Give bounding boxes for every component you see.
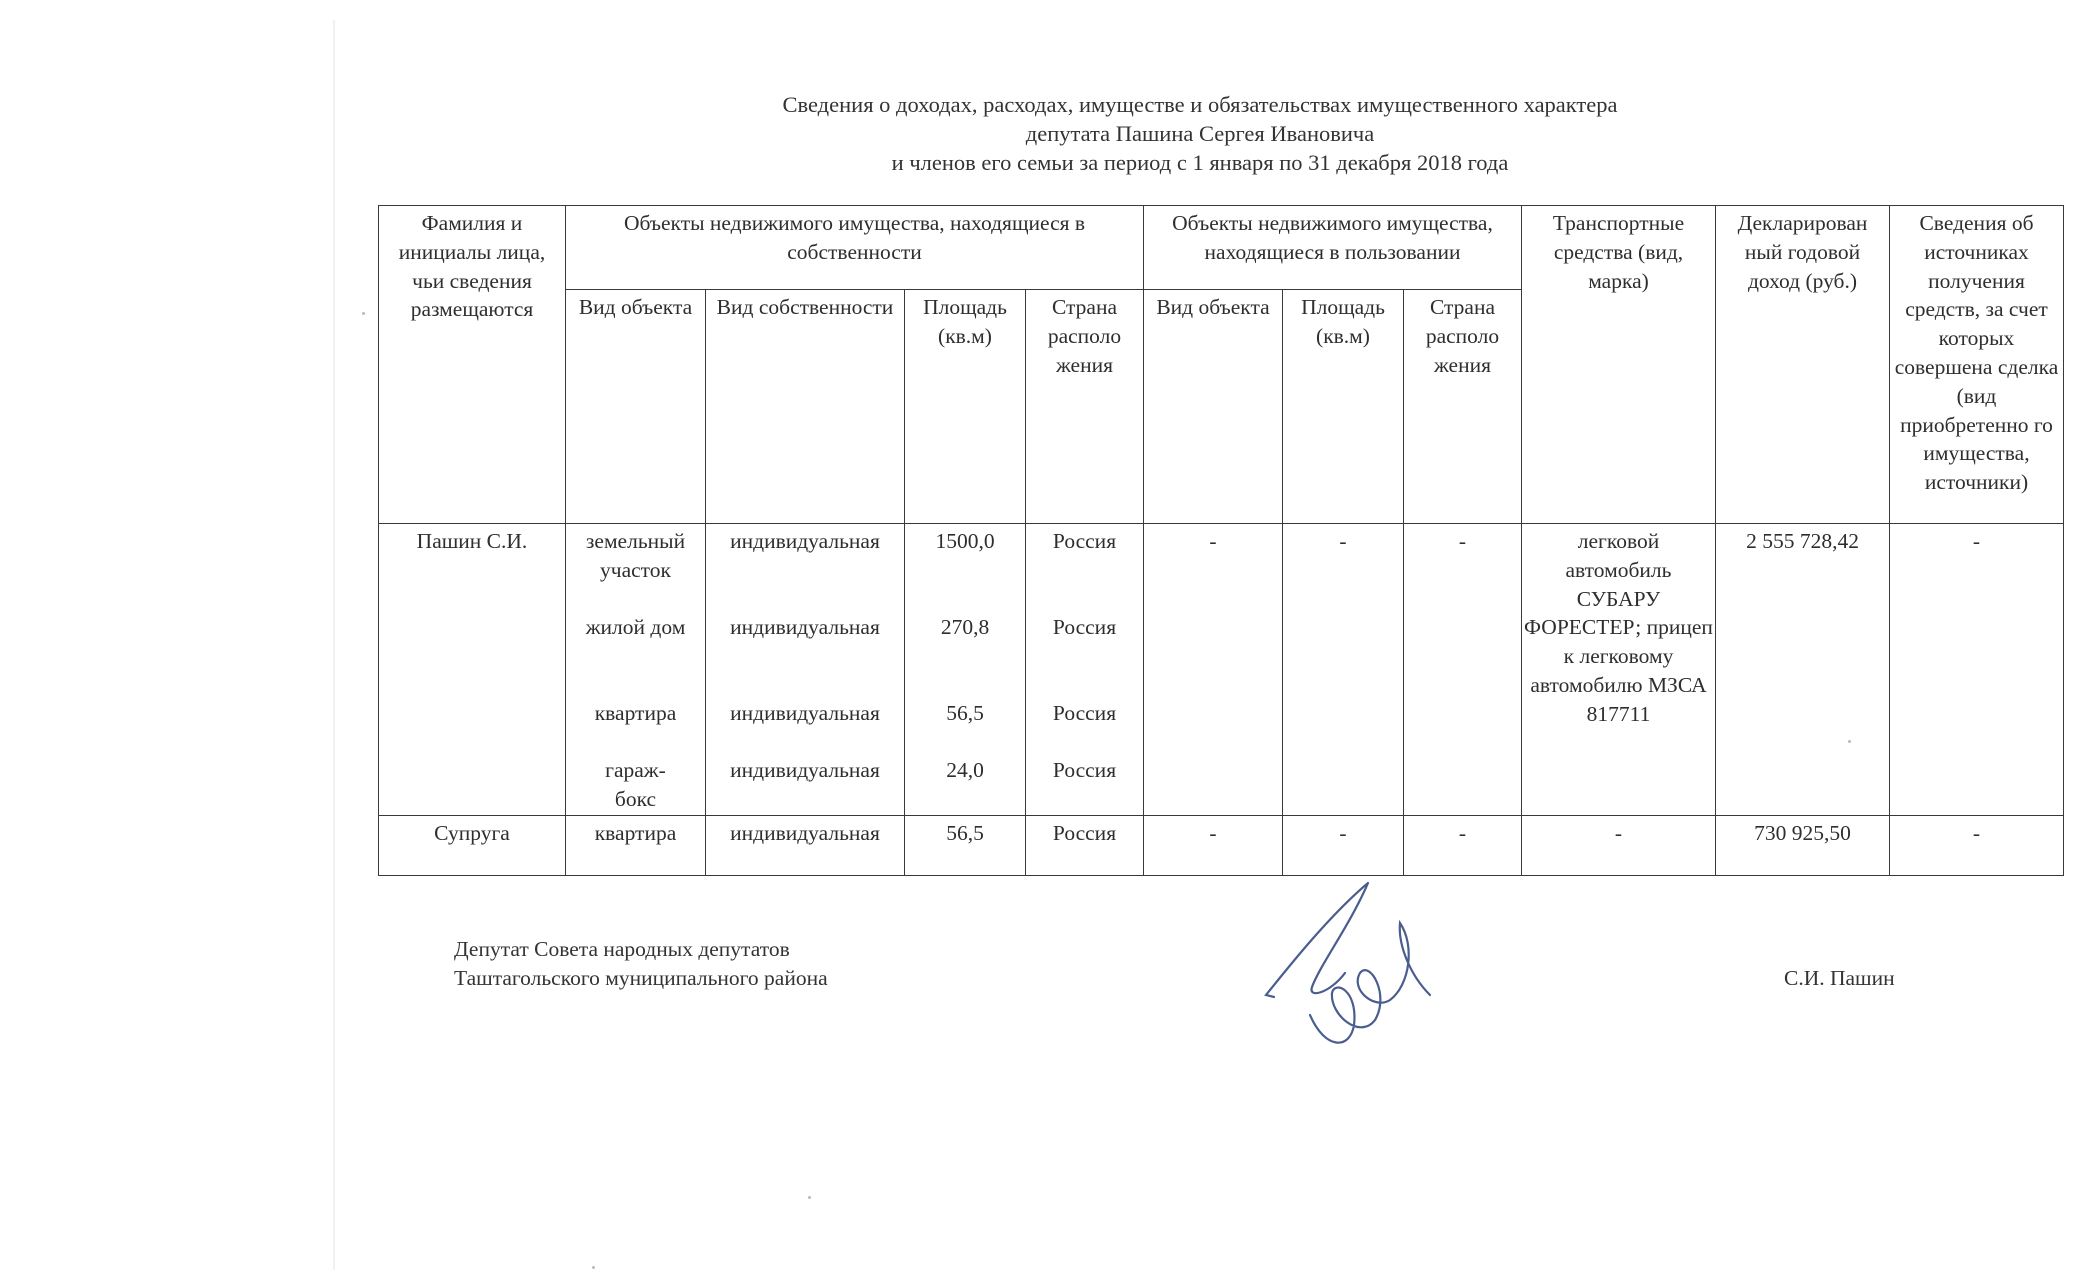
handwritten-signature-icon [1250,875,1450,1055]
owned-area-value: 24,0 [946,758,984,782]
owned-ownership-value: индивидуальная [730,758,880,782]
owned-area-value: 1500,0 [935,529,995,553]
header-used-type: Вид объекта [1144,290,1283,524]
sources-cell: - [1890,524,2064,816]
owned-type-cell [566,524,706,816]
owned-area-value: 56,5 [946,701,984,725]
scan-speck [808,1196,811,1199]
title-line-1: Сведения о доходах, расходах, имуществе и обязательствах имущественного характера [782,92,1618,117]
owned-area-cell [905,524,1026,816]
position-line-1: Депутат Совета народных депутатов [454,937,790,961]
owned-ownership-value: индивидуальная [730,701,880,725]
header-owned-area: Площадь (кв.м) [905,290,1026,524]
used-type-cell: - [1144,524,1283,816]
sources-cell: - [1890,816,2064,876]
used-type-cell: - [1144,816,1283,876]
header-person: Фамилия и инициалы лица, чьи сведения размещаются [379,206,566,524]
header-owned-ownership: Вид собственности [706,290,905,524]
header-owned-type: Вид объекта [566,290,706,524]
position-line-2: Таштагольского муниципального района [454,966,828,990]
header-used-area: Площадь (кв.м) [1283,290,1404,524]
scan-edge [333,20,335,1270]
table-row [379,524,2064,816]
owned-type-cell: квартира [566,816,706,876]
owned-ownership-cell: индивидуальная [706,816,905,876]
header-used-country: Страна располо жения [1404,290,1522,524]
transport-cell: легковой автомобиль СУБАРУ ФОРЕСТЕР; прицеп к легковому автомобилю МЗСА 817711 [1522,524,1716,816]
scan-speck [1848,740,1851,743]
transport-cell: - [1522,816,1716,876]
header-owned-group: Объекты недвижимого имущества, находящиеся в собственности [566,206,1144,290]
header-used-group: Объекты недвижимого имущества, находящиеся в пользовании [1144,206,1522,290]
person-cell: Супруга [379,816,566,876]
header-income: Декларирован ный годовой доход (руб.) [1716,206,1890,524]
header-owned-country: Страна располо жения [1026,290,1144,524]
declaration-table [378,205,2064,876]
document-title [700,90,1700,177]
table-row [379,816,2064,876]
title-line-3: и членов его семьи за период с 1 января по 31 декабря 2018 года [891,150,1509,175]
owned-country-cell [1026,524,1144,816]
owned-type-value: жилой дом [585,615,686,639]
owned-country-value: Россия [1052,701,1117,725]
header-sources: Сведения об источниках получения средств, за счет которых совершена сделка (вид приобретенно го имущества, источники) [1890,206,2064,524]
owned-area-value: 270,8 [940,615,990,639]
used-area-cell: - [1283,816,1404,876]
header-transport: Транспортные средства (вид, марка) [1522,206,1716,524]
owned-type-value: квартира [594,701,677,725]
owned-country-value: Россия [1052,529,1117,553]
owned-ownership-cell [706,524,905,816]
used-area-cell: - [1283,524,1404,816]
owned-ownership-value: индивидуальная [730,529,880,553]
used-country-cell: - [1404,816,1522,876]
owned-ownership-value: индивидуальная [730,615,880,639]
owned-country-cell: Россия [1026,816,1144,876]
income-cell: 2 555 728,42 [1716,524,1890,816]
title-line-2: депутата Пашина Сергея Ивановича [1025,121,1375,146]
owned-type-value: земельный участок [585,529,686,582]
owned-country-value: Россия [1052,615,1117,639]
person-cell: Пашин С.И. [379,524,566,816]
scan-speck [592,1266,595,1269]
signer-name: С.И. Пашин [1784,966,1895,990]
owned-type-value: гараж- бокс [605,758,666,811]
used-country-cell: - [1404,524,1522,816]
owned-area-cell: 56,5 [905,816,1026,876]
scan-speck [362,312,365,315]
owned-country-value: Россия [1052,758,1117,782]
signatory-position [454,935,828,993]
income-cell: 730 925,50 [1716,816,1890,876]
